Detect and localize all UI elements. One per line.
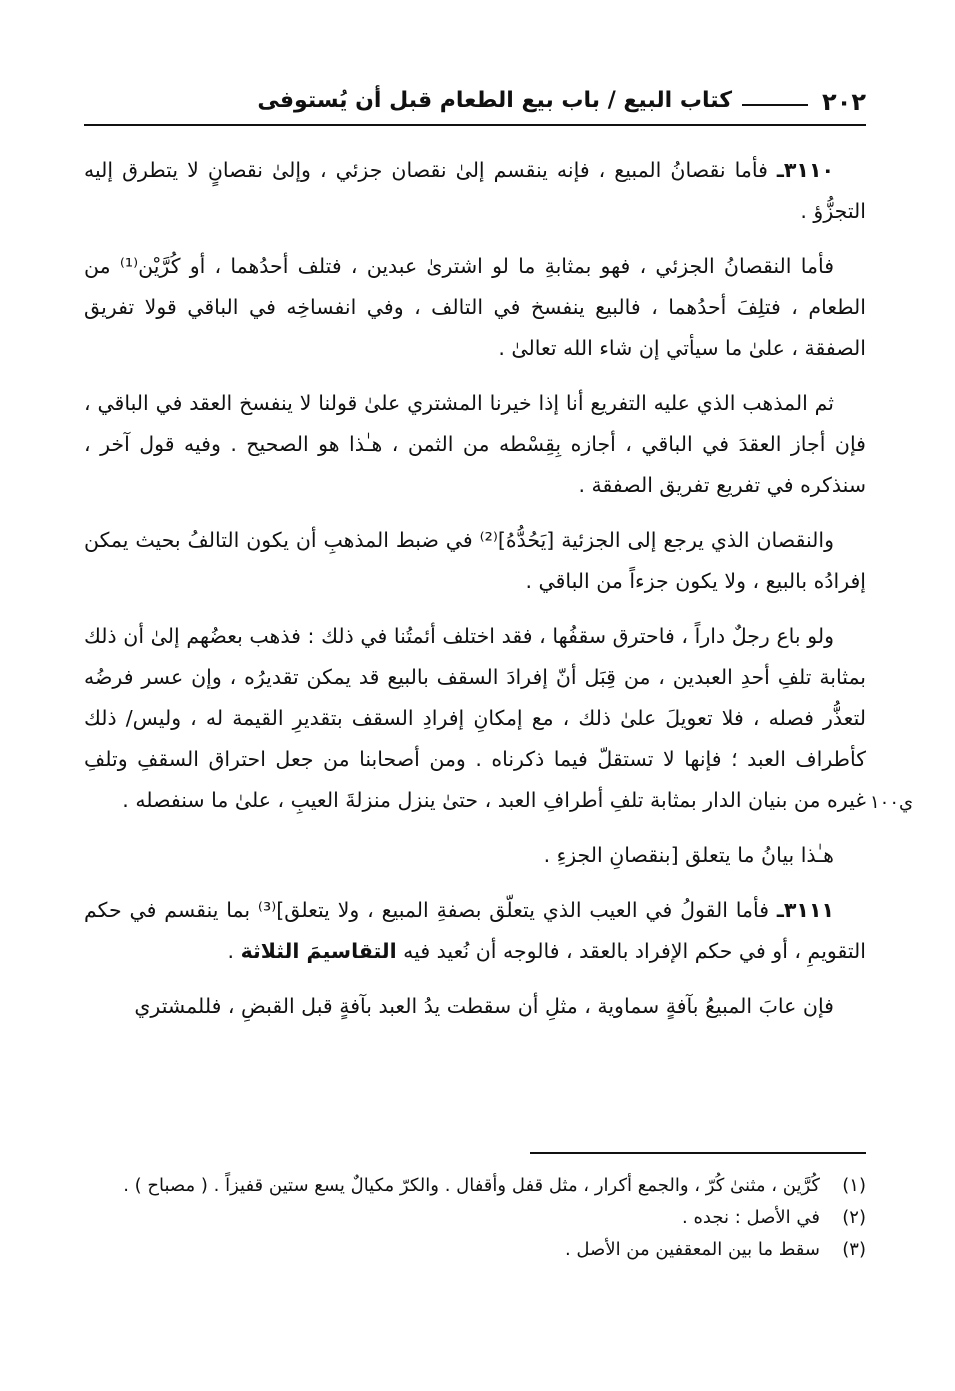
page-number: ٢٠٢ — [822, 88, 866, 116]
page-header — [84, 84, 866, 124]
paragraph — [84, 835, 866, 876]
footnote-text: كُرَّين ، مثنىٰ كُرّ ، والجمع أكرار ، مثل قفل وأقفال . والكرّ مكيالٌ يسع ستين قفيزاً . ( مصباح ) . — [123, 1175, 820, 1196]
paragraph-text: والنقصان الذي يرجع إلى الجزئية [يَحُدُّهُ]⁽²⁾ في ضبط المذهبِ أن يكون التالفُ بحيث يمكن إفرادُه بالبيع ، ولا يكون جزءاً من الباقي . — [84, 528, 866, 593]
paragraph-text: فأما نقصانُ المبيع ، فإنه ينقسم إلىٰ نقصان جزئي ، وإلىٰ نقصانٍ لا يتطرق إليه التجزُّؤ . — [84, 158, 866, 223]
footnote-text: في الأصل : نجده . — [682, 1207, 820, 1228]
paragraph-text: هـٰذا بيانُ ما يتعلق [بنقصانِ الجزءِ . — [543, 843, 834, 867]
paragraph — [84, 986, 866, 1027]
footnote — [84, 1204, 866, 1232]
footnote-rule — [530, 1152, 866, 1154]
header-dash — [742, 104, 808, 106]
margin-page-reference: ي١٠٠ — [870, 792, 914, 813]
paragraph — [84, 383, 866, 506]
header-rule — [84, 124, 866, 126]
footnote — [84, 1236, 866, 1264]
paragraph-3111 — [84, 890, 866, 972]
paragraph-3110 — [84, 150, 866, 232]
footnote-text: سقط ما بين المعقفين من الأصل . — [564, 1239, 820, 1260]
footnote-number: (٢) — [842, 1207, 866, 1228]
paragraph-text: ثم المذهب الذي عليه التفريع أنا إذا خيرنا المشتري علىٰ قولنا لا ينفسخ العقد في الباقي ، فإن أجاز العقدَ في الباقي ، أجازه بِقِسْطه من الثمن ، هـٰذا هو الصحيح . وفيه قول آخر ، سنذكره في تفريع تفريق الصفقة . — [84, 391, 866, 497]
paragraph-text: فأما القولُ في العيب الذي يتعلّق بصفةِ المبيع ، ولا يتعلق]⁽³⁾ بما ينقسم في حكم التقويمِ ، أو في حكم الإفراد بالعقد ، فالوجه أن نُعيد فيه — [84, 898, 866, 963]
footnote — [84, 1172, 866, 1200]
section-number: ٣١١١ـ — [776, 898, 834, 922]
footnote-number: (١) — [842, 1175, 866, 1196]
main-text — [84, 150, 866, 1041]
paragraph-text: فإن عابَ المبيعُ بآفةٍ سماوية ، مثلِ أن سقطت يدُ العبد بآفةٍ قبل القبضِ ، فللمشتري — [134, 994, 834, 1018]
section-number: ٣١١٠ـ — [776, 158, 834, 182]
paragraph-text: فأما النقصانُ الجزئي ، فهو بمثابةِ ما لو اشترىٰ عبدين ، فتلف أحدُهما ، أو كُرَّيْن⁽¹⁾ من الطعام ، فتلِفَ أحدُهما ، فالبيع ينفسخ في التالف ، وفي انفساخِه في الباقي قولا تفريق الصفقة ، علىٰ ما سيأتي إن شاء الله تعالىٰ . — [84, 254, 866, 360]
running-title: كتاب البيع / باب بيع الطعام قبل أن يُستوفى — [257, 88, 732, 113]
paragraph — [84, 246, 866, 369]
paragraph — [84, 520, 866, 602]
footnotes — [84, 1172, 866, 1268]
footnote-number: (٣) — [842, 1239, 866, 1260]
paragraph-end: . — [227, 939, 241, 963]
paragraph — [84, 616, 866, 821]
paragraph-text: ولو باع رجلٌ داراً ، فاحترق سقفُها ، فقد اختلف أئمتُنا في ذلك : فذهب بعضُهم إلىٰ أن ذلك بمثابة تلفِ أحدِ العبدين ، من قِبَل أنّ إفرادَ السقف بالبيع قد يمكن تقديرُه ، وإن عسر فرضُه لتعذُّر فصله ، فلا تعويلَ علىٰ ذلك ، مع إمكانِ إفرادِ السقف بتقديرِ القيمة له ، وليس/ ذلك كأطراف العبد ؛ فإنها لا تستقلّ فيما ذكرناه . ومن أصحابنا من جعل احتراق السقفِ وتلفِ غيره من بنيان الدار بمثابة تلفِ أطرافِ العبد ، حتىٰ ينزل منزلةَ العيبِ ، علىٰ ما سنفصله . — [84, 624, 866, 812]
bold-phrase: التقاسيمَ الثلاثة — [240, 939, 397, 963]
